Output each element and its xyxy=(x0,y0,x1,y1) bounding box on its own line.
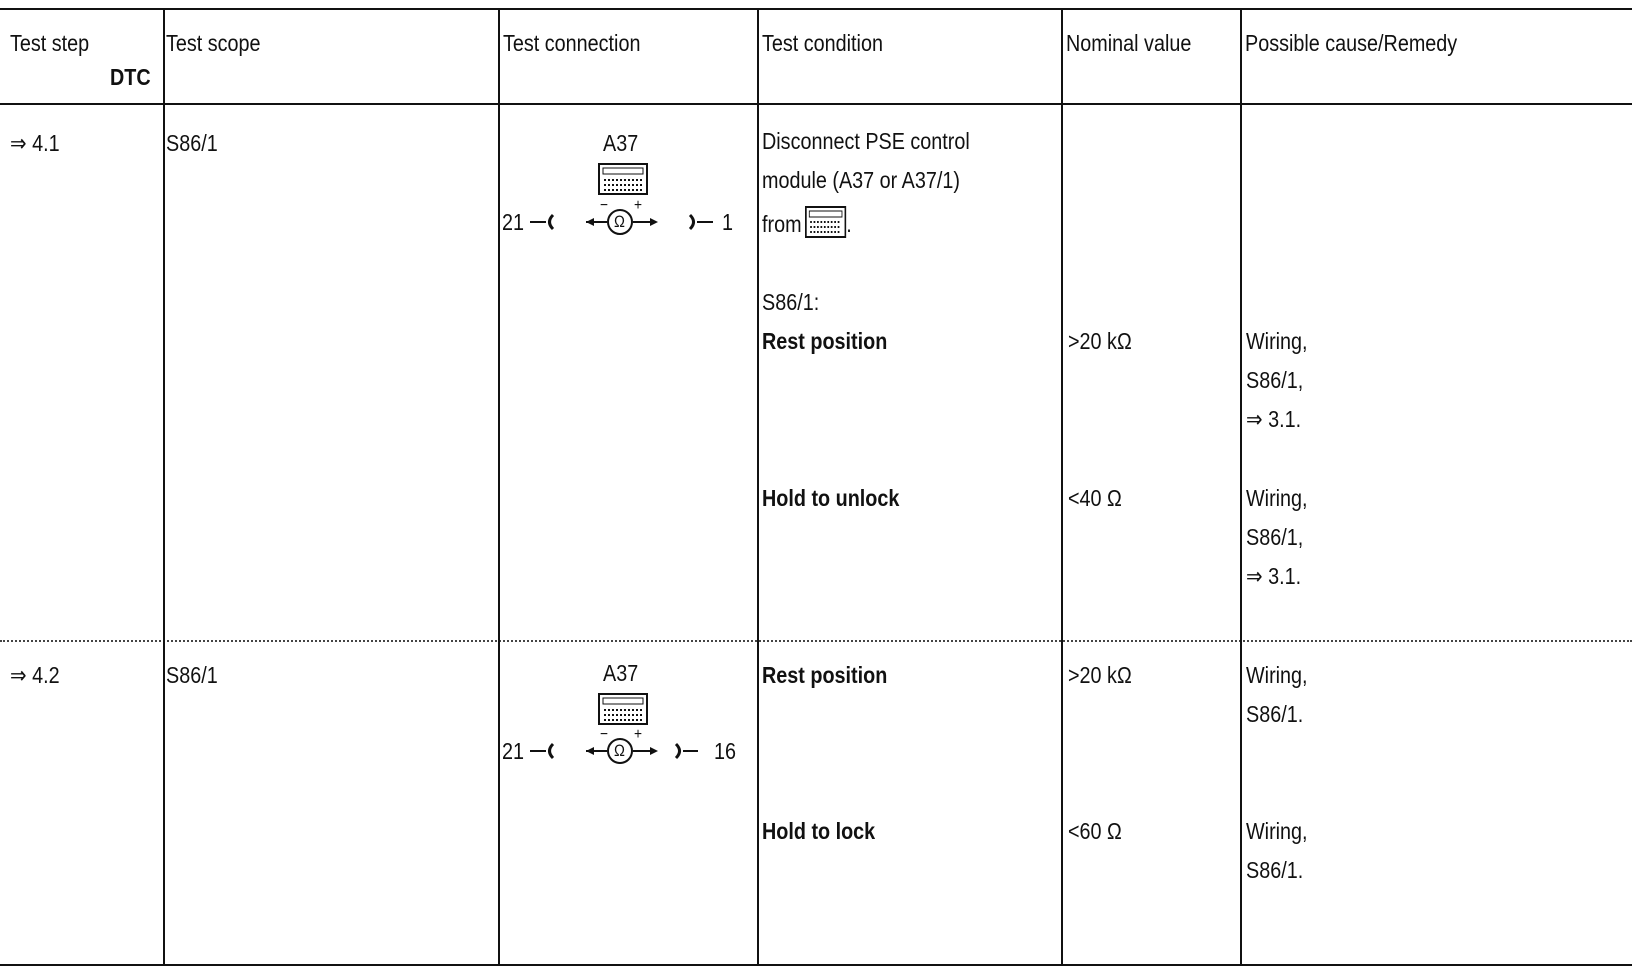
module-label: A37 xyxy=(603,660,639,686)
test-connection-4-2 xyxy=(500,660,750,770)
test-scope-4-2: S86/1 xyxy=(166,662,218,688)
meter-plus: + xyxy=(634,726,643,743)
check-nominal: >20 kΩ xyxy=(1068,662,1132,688)
check-cause-line: S86/1. xyxy=(1246,857,1304,883)
right-probe-icon xyxy=(690,215,694,229)
check-condition: Rest position xyxy=(762,662,888,688)
check-condition: Hold to lock xyxy=(762,818,876,844)
condition-from-label: from xyxy=(762,211,802,237)
meter-plus: + xyxy=(634,197,643,214)
check-cause-line: Wiring, xyxy=(1246,818,1308,844)
check-nominal: <60 Ω xyxy=(1068,818,1122,844)
column-divider xyxy=(757,8,759,966)
condition-period: . xyxy=(846,211,852,237)
header-test-condition: Test condition xyxy=(762,30,883,56)
condition-text-line: module (A37 or A37/1) xyxy=(762,167,960,193)
right-pin: 16 xyxy=(714,738,737,764)
header-possible-cause: Possible cause/Remedy xyxy=(1245,30,1458,56)
table-top-rule xyxy=(0,8,1632,10)
left-pin: 21 xyxy=(502,209,525,235)
check-cause-line: S86/1, xyxy=(1246,367,1304,393)
check-nominal: <40 Ω xyxy=(1068,485,1122,511)
test-scope-4-1: S86/1 xyxy=(166,130,218,156)
column-divider xyxy=(1240,8,1242,966)
check-cause-line: Wiring, xyxy=(1246,662,1308,688)
right-probe-icon xyxy=(676,744,680,758)
check-nominal: >20 kΩ xyxy=(1068,328,1132,354)
header-bottom-rule xyxy=(0,103,1632,105)
check-condition: Hold to unlock xyxy=(762,485,900,511)
right-pin: 1 xyxy=(722,209,734,235)
row-separator xyxy=(0,640,1632,642)
meter-omega: Ω xyxy=(614,741,625,760)
meter-minus: − xyxy=(600,726,609,743)
test-step-4-1: ⇒ 4.1 xyxy=(10,130,60,156)
table-bottom-rule xyxy=(0,964,1632,966)
meter-diagram xyxy=(500,128,750,238)
header-test-step: Test step xyxy=(10,30,90,56)
meter-diagram xyxy=(500,660,750,770)
left-probe-icon xyxy=(550,744,554,758)
header-test-scope: Test scope xyxy=(166,30,261,56)
condition-text-from xyxy=(762,206,852,238)
meter-omega: Ω xyxy=(614,212,625,231)
header-test-connection: Test connection xyxy=(503,30,641,56)
component-label: S86/1: xyxy=(762,289,820,315)
check-cause-line: S86/1. xyxy=(1246,701,1304,727)
column-divider xyxy=(163,8,165,966)
check-cause-line: S86/1, xyxy=(1246,524,1304,550)
check-cause-line: ⇒ 3.1. xyxy=(1246,406,1302,432)
check-cause-line: ⇒ 3.1. xyxy=(1246,563,1302,589)
check-condition: Rest position xyxy=(762,328,888,354)
check-cause-line: Wiring, xyxy=(1246,328,1308,354)
module-label: A37 xyxy=(603,130,639,156)
control-module-icon xyxy=(805,206,846,238)
meter-minus: − xyxy=(600,197,609,214)
check-cause-line: Wiring, xyxy=(1246,485,1308,511)
test-step-4-2: ⇒ 4.2 xyxy=(10,662,60,688)
test-connection-4-1 xyxy=(500,128,750,238)
header-dtc: DTC xyxy=(110,64,151,90)
left-probe-icon xyxy=(550,215,554,229)
header-nominal-value: Nominal value xyxy=(1066,30,1192,56)
left-pin: 21 xyxy=(502,738,525,764)
condition-text-line: Disconnect PSE control xyxy=(762,128,970,154)
column-divider xyxy=(1061,8,1063,966)
